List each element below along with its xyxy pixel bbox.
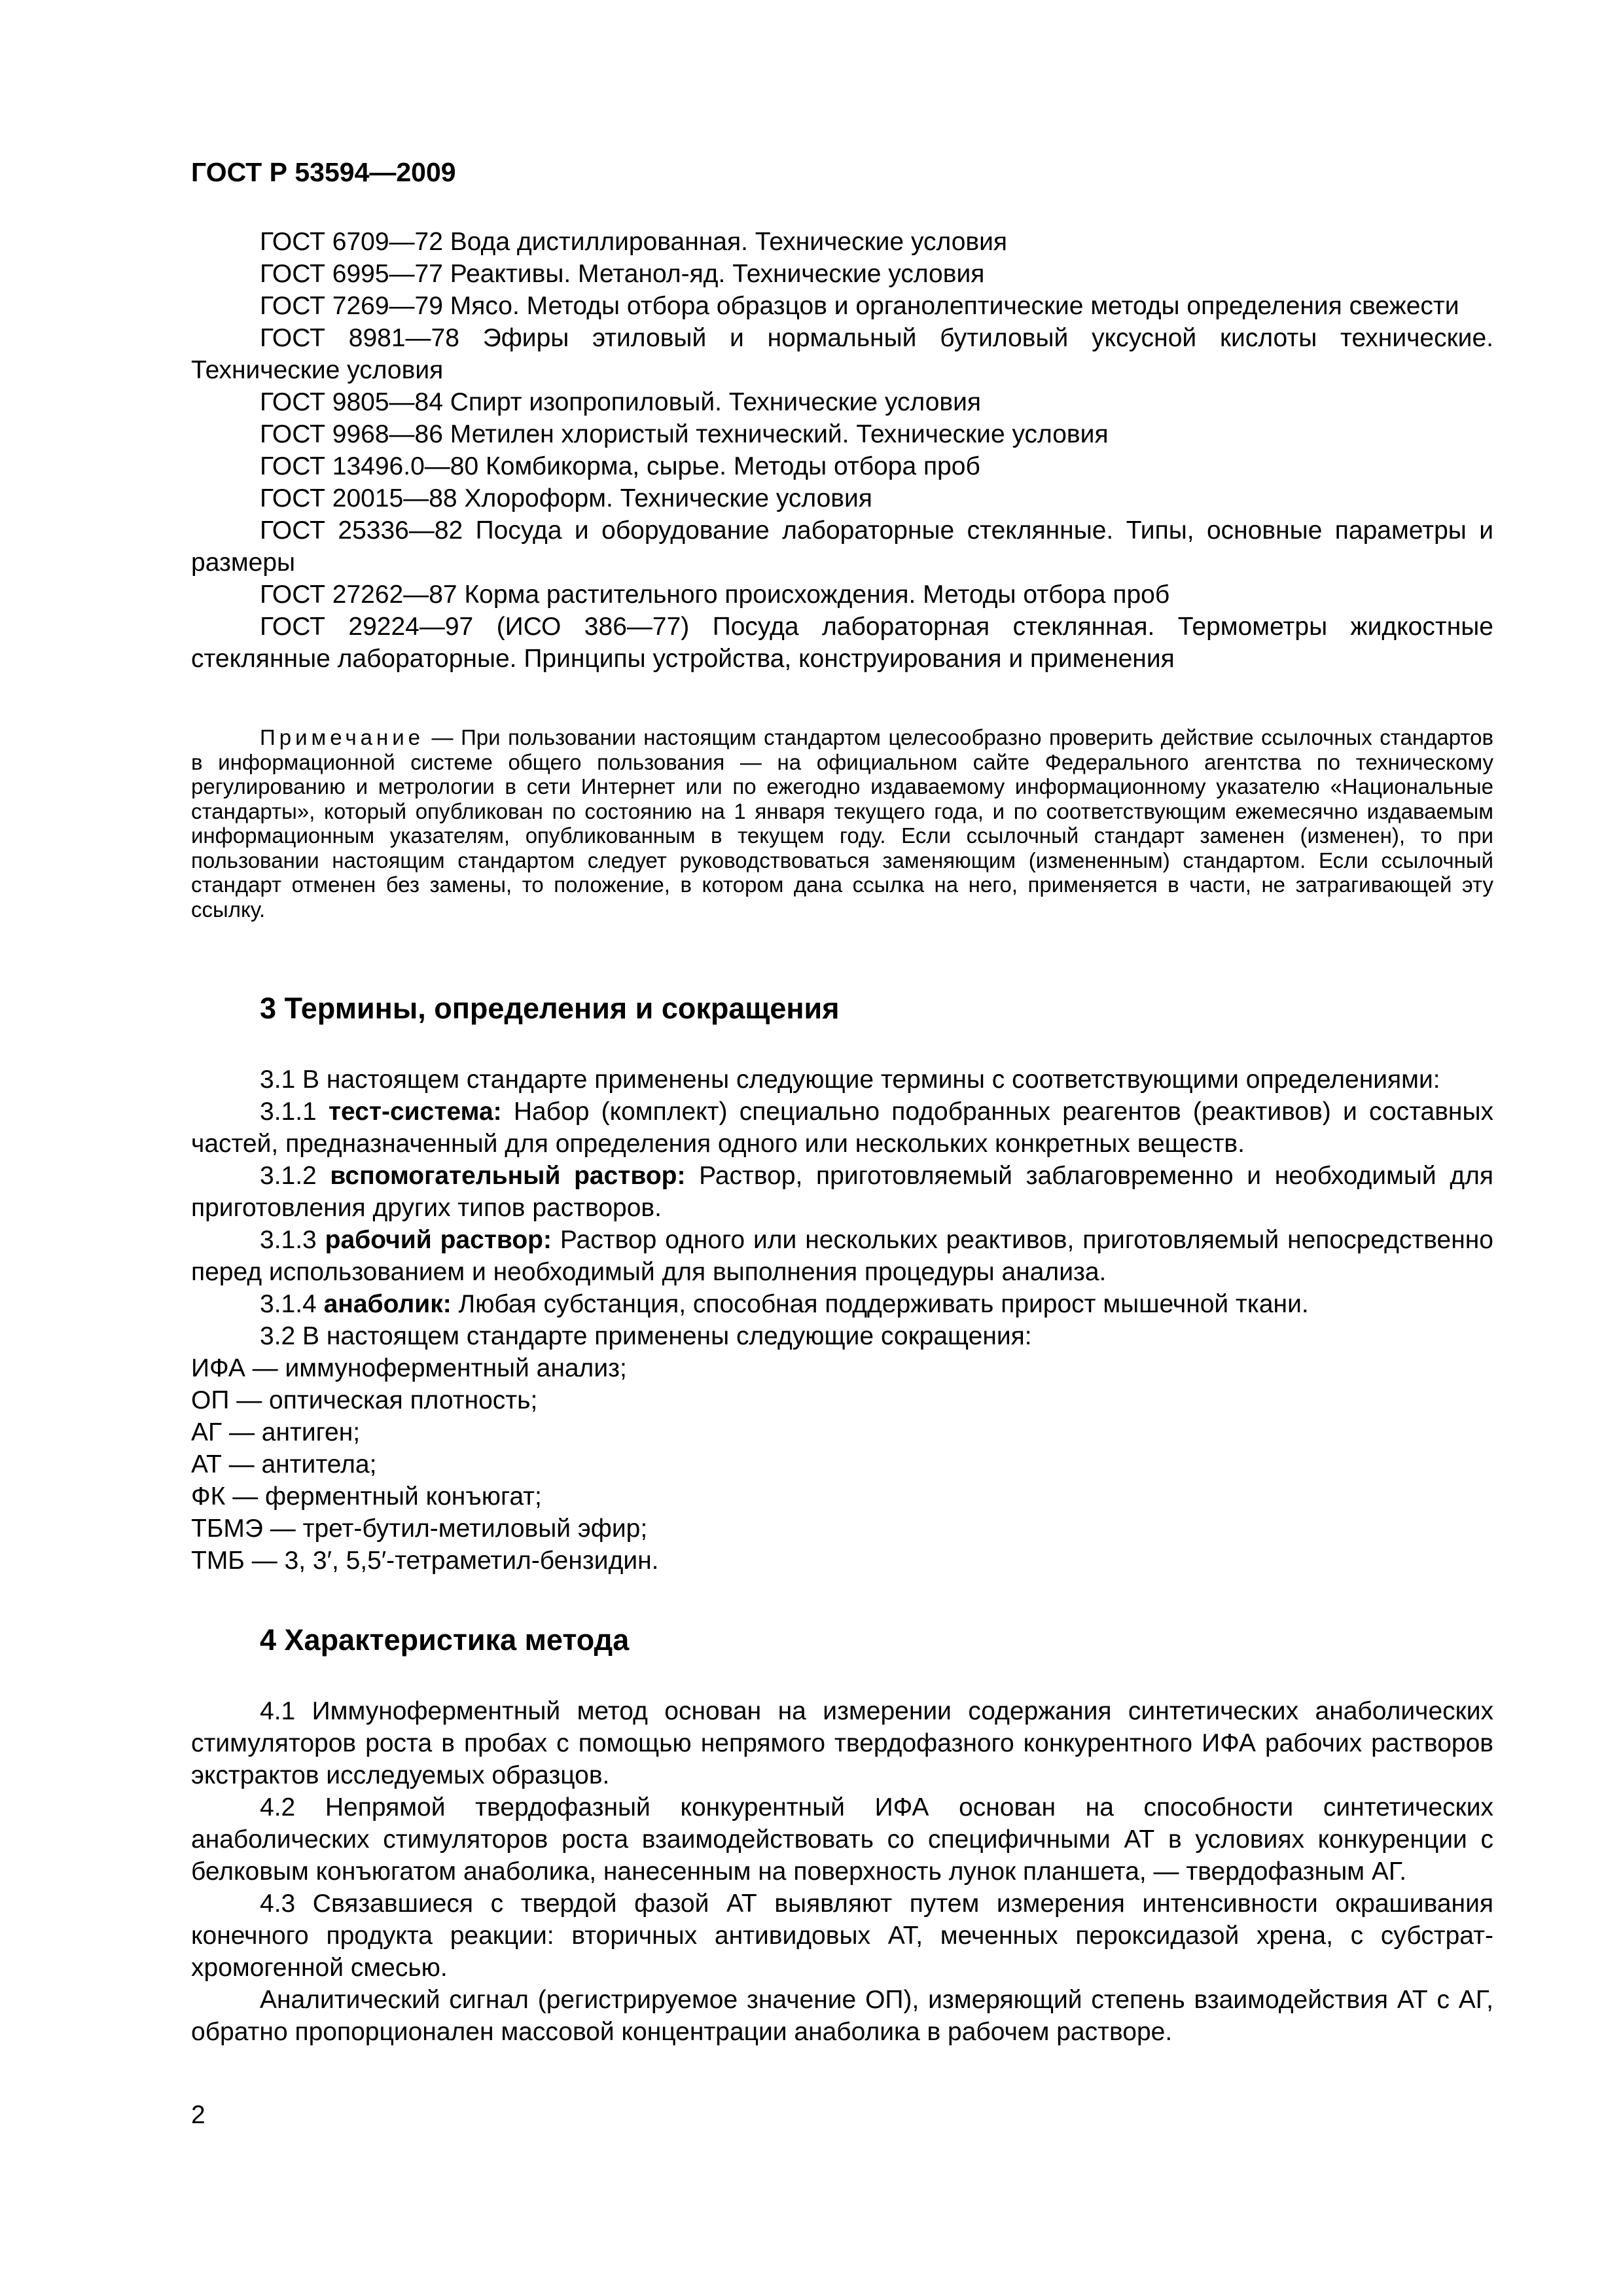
term-number: 3.1.4 — [260, 1290, 324, 1318]
term-name: рабочий раствор: — [325, 1226, 552, 1254]
reference-item: ГОСТ 20015—88 Хлороформ. Технические условия — [260, 484, 872, 512]
abbreviation-item: ИФА — иммуноферментный анализ; — [191, 1354, 627, 1382]
clause-4-3: 4.3 Связавшиеся с твердой фазой АТ выявляют путем измерения интенсивности окрашивания конечного продукта реакции: вторичных антивидовых АТ, меченных пероксидазой хрена, с субстрат-хромогенной смесью. — [191, 1890, 1493, 1982]
term-text: Раствор, приготовляемый заблаговременно и необходимый для приготовления других типов растворов. — [191, 1162, 1493, 1222]
note-label: Примечание — [260, 725, 425, 749]
term-text: Раствор одного или нескольких реактивов, приготовляемый непосредственно перед использованием и необходимый для выполнения процедуры анализа. — [191, 1226, 1493, 1286]
term-name: анаболик: — [323, 1290, 452, 1318]
term-name: тест-система: — [328, 1098, 502, 1126]
document-code-header: ГОСТ Р 53594—2009 — [191, 157, 456, 187]
clause-3-1: 3.1 В настоящем стандарте применены следующие термины с соответствующими определениями: — [260, 1066, 1440, 1094]
abbreviation-item: ТБМЭ — трет-бутил-метиловый эфир; — [191, 1515, 648, 1543]
section-3-title: 3 Термины, определения и сокращения — [260, 992, 840, 1025]
clause-4-1: 4.1 Иммуноферментный метод основан на измерении содержания синтетических анаболических стимуляторов роста в пробах с помощью непрямого твердофазного конкурентного ИФА рабочих растворов экстрактов исследуемых образцов. — [191, 1697, 1493, 1789]
section-4-body — [191, 1695, 1493, 2048]
term-definition — [191, 1224, 1493, 1288]
analytical-signal-paragraph: Аналитический сигнал (регистрируемое значение ОП), измеряющий степень взаимодействия АТ с АГ, обратно пропорционален массовой концентрации анаболика в рабочем растворе. — [191, 1986, 1493, 2046]
term-definition — [191, 1288, 1493, 1320]
term-definition — [191, 1160, 1493, 1224]
section-3-body — [191, 1064, 1493, 1577]
term-definition — [191, 1096, 1493, 1160]
term-text: Набор (комплект) специально подобранных реагентов (реактивов) и составных частей, предназначенный для определения одного или нескольких конкретных веществ. — [191, 1098, 1493, 1158]
reference-item: ГОСТ 8981—78 Эфиры этиловый и нормальный бутиловый уксусной кислоты технические. Технические условия — [191, 324, 1493, 384]
reference-item: ГОСТ 9805—84 Спирт изопропиловый. Технические условия — [260, 388, 982, 416]
reference-item: ГОСТ 7269—79 Мясо. Методы отбора образцов и органолептические методы определения свежести — [260, 292, 1459, 320]
reference-item: ГОСТ 13496.0—80 Комбикорма, сырье. Методы отбора проб — [260, 452, 980, 480]
section-4-title: 4 Характеристика метода — [260, 1623, 630, 1657]
reference-item: ГОСТ 27262—87 Корма растительного происхождения. Методы отбора проб — [260, 581, 1170, 609]
page-number: 2 — [191, 2101, 205, 2129]
abbreviation-item: АТ — антитела; — [191, 1450, 377, 1479]
note-paragraph — [191, 725, 1493, 922]
reference-item: ГОСТ 9968—86 Метилен хлористый технический. Технические условия — [260, 420, 1109, 448]
abbreviation-item: ОП — оптическая плотность; — [191, 1386, 538, 1414]
clause-3-2: 3.2 В настоящем стандарте применены следующие сокращения: — [260, 1322, 1032, 1350]
note-block — [191, 725, 1493, 922]
term-number: 3.1.2 — [260, 1162, 330, 1190]
reference-item: ГОСТ 6709—72 Вода дистиллированная. Технические условия — [260, 228, 1008, 256]
term-number: 3.1.3 — [260, 1226, 325, 1254]
reference-item: ГОСТ 6995—77 Реактивы. Метанол-яд. Технические условия — [260, 260, 985, 288]
term-number: 3.1.1 — [260, 1098, 329, 1126]
abbreviation-item: АГ — антиген; — [191, 1418, 361, 1446]
reference-item: ГОСТ 29224—97 (ИСО 386—77) Посуда лабораторная стеклянная. Термометры жидкостные стеклянные лабораторные. Принципы устройства, конструирования и применения — [191, 613, 1493, 673]
term-text: Любая субстанция, способная поддерживать прирост мышечной ткани. — [451, 1290, 1309, 1318]
term-name: вспомогательный раствор: — [330, 1162, 686, 1190]
abbreviation-item: ФК — ферментный конъюгат; — [191, 1482, 542, 1511]
clause-4-2: 4.2 Непрямой твердофазный конкурентный ИФА основан на способности синтетических анаболических стимуляторов роста взаимодействовать со специфичными АТ в условиях конкуренции с белковым конъюгатом анаболика, нанесенным на поверхность лунок планшета, — твердофазным АГ. — [191, 1793, 1493, 1886]
abbreviation-item: ТМБ — 3, 3′, 5,5′-тетраметил-бензидин. — [191, 1547, 659, 1575]
normative-references-list — [191, 226, 1493, 675]
note-text: — При пользовании настоящим стандартом целесообразно проверить действие ссылочных стандартов в информационной системе общего пользования — на официальном сайте Федерального агентства по техническому регулированию и метрологии в сети Интернет или по ежегодно издаваемому информационному указателю «Национальные стандарты», который опубликован по состоянию на 1 января текущего года, и по соответствующим ежемесячно издаваемым информационным указателям, опубликованным в текущем году. Если ссылочный стандарт заменен (изменен), то при пользовании настоящим стандартом следует руководствоваться заменяющим (измененным) стандартом. Если ссылочный стандарт отменен без замены, то положение, в котором дана ссылка на него, применяется в части, не затрагивающей эту ссылку. — [191, 725, 1493, 922]
reference-item: ГОСТ 25336—82 Посуда и оборудование лабораторные стеклянные. Типы, основные параметры и размеры — [191, 516, 1493, 577]
